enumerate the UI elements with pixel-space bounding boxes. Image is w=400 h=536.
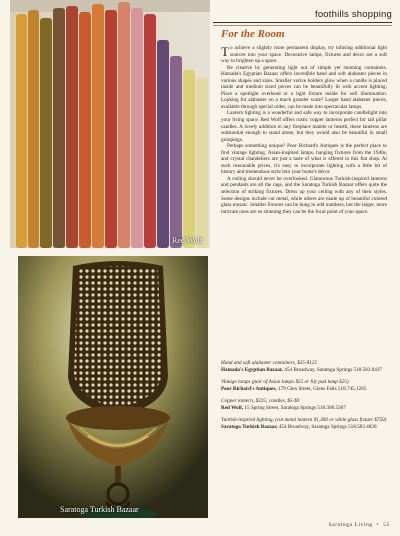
article-paragraph-4: Perhaps something unique? Poor Richard's Antiques is the perfect place to find vintage lighting. Asian-inspired lamps, hanging fixtures from the 1940s, and crystal chandeliers are just a taste of what is offered in this fun shop. At such reasonable prices, it's easy to incorporate lighting with a little bit of history and tremendous style into your home's décor. <box>221 143 387 176</box>
credit-item: Vintage lamps (pair of Asian lamps $55 or lily pad lamp $25) Poor Richard's Antiques, 179 Glen Street, Glens Falls 518.745.1285 <box>221 379 367 392</box>
section-tag: foothills shopping <box>314 9 392 20</box>
credit-item: Copper lantern, $325; candles, $5-$9 Red Wolf, 15 Spring Street, Saratoga Springs 518.306.5367 <box>221 398 346 411</box>
article-paragraph-1: To achieve a slightly more permanent display, try infusing additional light sources into your space. Decorative lamps, fixtures and décor are a soft way to brighten up a space. <box>221 44 387 65</box>
page-footer <box>329 522 391 528</box>
section-rule <box>213 22 392 23</box>
article-paragraph-2: Be creative by generating light out of simple yet stunning containers. Hamada's Egyptian Bazaar offers incredible hand and soft alabaster pieces in various shapes and sizes. Smaller votive holders glow when a candle is placed inside and medium sized pieces can be beautifully lit with accent lighting. Place a spotlight overhead or a light fixture inside for soft illumination. Looking for alabaster on a much grander scale? Larger hand alabaster pieces, available through special order, can be made into spectacular lamps. <box>221 64 387 110</box>
product-credits <box>221 360 387 436</box>
drop-cap: T <box>221 44 229 59</box>
credit-item: Hand and soft alabaster containers, $25-$125 Hamada's Egyptian Bazaar, 454 Broadway, Saratoga Springs 518.583.0437 <box>221 360 383 373</box>
lantern-photo <box>18 256 208 518</box>
article-paragraph-3: Lantern lighting is a wonderful and safe way to incorporate candlelight into your living space. Red Wolf offers rustic copper lanterns perfect for tall pillar candles. A lovely addition to any fireplace mantle or hearth, these lanterns are substantial enough to stand alone, but they would also be beautiful in small groupings. <box>221 110 387 143</box>
article-column <box>221 28 387 215</box>
article-paragraph-5: A ceiling should never be overlooked. Glamorous Turkish-inspired lanterns and pendants are all the rage, and the Saratoga Turkish Bazaar offers quite the selection of striking fixtures. Dress up your ceiling with any of their styles. Some designs include cut metal, while others are made up of beautiful colored glass mosaic. Smaller fixtures can be hung in odd numbers, but the larger, more intricate ones are so stunning they can be the focal point of your space. <box>221 175 387 215</box>
lantern-illustration <box>18 256 208 518</box>
page-number: 55 <box>383 522 390 528</box>
credit-item: Turkish-inspired lighting, (cut metal lantern $1,300 or white glass fixture $750) Saratoga Turkish Bazaar, 454 Broadway, Saratoga Springs 518.583.4828 <box>221 417 387 430</box>
candles-photo <box>10 0 210 248</box>
section-rule-thin <box>213 25 392 26</box>
candles-illustration <box>10 0 210 248</box>
article-title: For the Room <box>221 28 285 40</box>
footer-bullet: • <box>376 522 380 528</box>
lantern-caption: Saratoga Turkish Bazaar <box>60 505 139 514</box>
magazine-name: Saratoga Living <box>328 522 373 528</box>
candles-caption: Red Wolf <box>172 236 203 245</box>
